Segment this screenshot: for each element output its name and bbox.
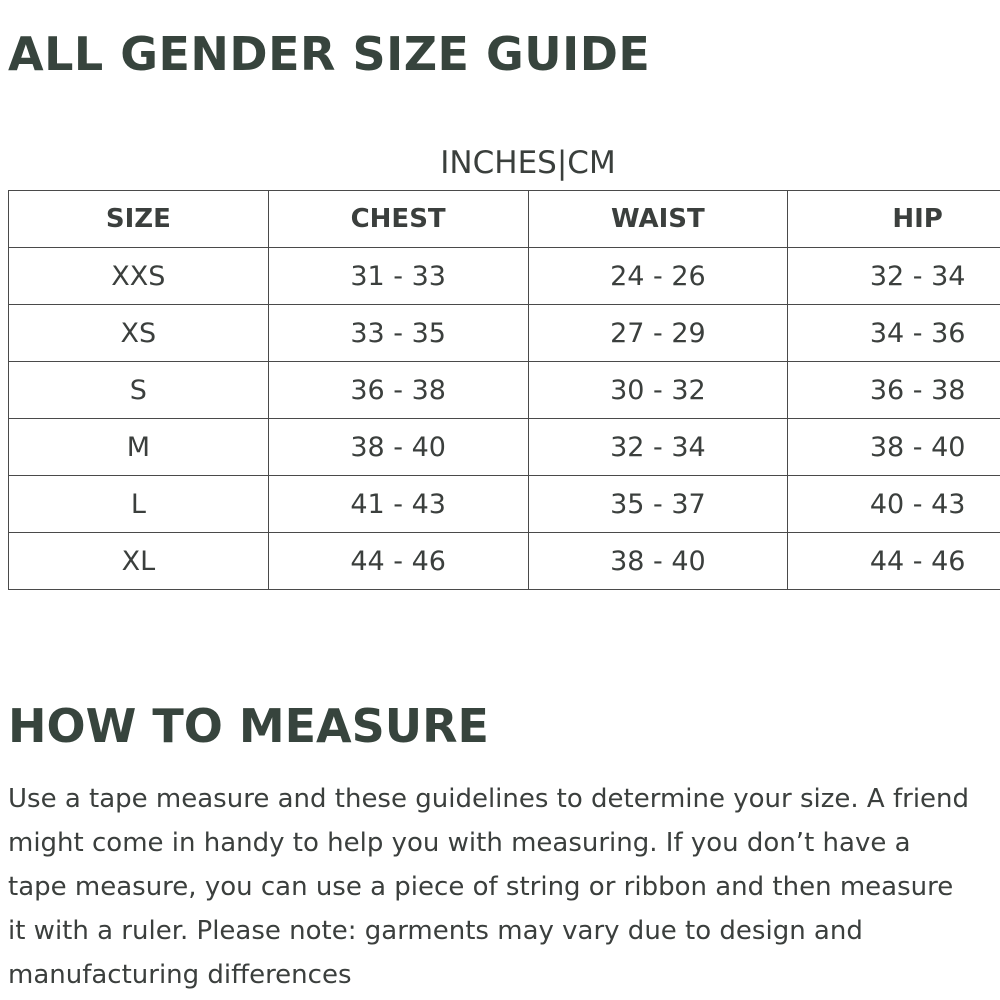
cell-size: L (9, 476, 269, 533)
cell-hip: 34 - 36 (788, 305, 1000, 362)
cell-chest: 36 - 38 (268, 362, 528, 419)
cell-chest: 33 - 35 (268, 305, 528, 362)
cell-waist: 24 - 26 (528, 248, 788, 305)
measure-text-line: it with a ruler. Please note: garments may vary due to design and (8, 916, 863, 946)
header-chest: CHEST (268, 191, 528, 248)
cell-waist: 35 - 37 (528, 476, 788, 533)
cell-size: M (9, 419, 269, 476)
table-row (9, 305, 1000, 362)
cell-waist: 38 - 40 (528, 533, 788, 590)
page-title: ALL GENDER SIZE GUIDE (8, 27, 651, 81)
table-row (9, 248, 1000, 305)
cell-waist: 32 - 34 (528, 419, 788, 476)
cell-size: XS (9, 305, 269, 362)
cell-hip: 40 - 43 (788, 476, 1000, 533)
size-table (8, 190, 1000, 590)
cell-size: XL (9, 533, 269, 590)
cell-waist: 30 - 32 (528, 362, 788, 419)
how-to-measure-text (8, 777, 969, 997)
unit-separator: | (556, 145, 568, 181)
cell-size: S (9, 362, 269, 419)
table-row (9, 533, 1000, 590)
table-row (9, 362, 1000, 419)
measure-text-line: Use a tape measure and these guidelines to determine your size. A friend (8, 784, 970, 814)
cell-chest: 41 - 43 (268, 476, 528, 533)
measure-text-line: manufacturing differences (8, 960, 352, 990)
cell-chest: 38 - 40 (268, 419, 528, 476)
cell-chest: 31 - 33 (268, 248, 528, 305)
cell-hip: 38 - 40 (788, 419, 1000, 476)
header-hip: HIP (788, 191, 1000, 248)
unit-cm-option[interactable]: CM (567, 145, 616, 181)
cell-chest: 44 - 46 (268, 533, 528, 590)
cell-waist: 27 - 29 (528, 305, 788, 362)
cell-hip: 32 - 34 (788, 248, 1000, 305)
measure-text-line: might come in handy to help you with measuring. If you don’t have a (8, 828, 911, 858)
unit-toggle (8, 143, 1000, 183)
header-waist: WAIST (528, 191, 788, 248)
cell-size: XXS (9, 248, 269, 305)
table-header-row (9, 191, 1000, 248)
cell-hip: 36 - 38 (788, 362, 1000, 419)
cell-hip: 44 - 46 (788, 533, 1000, 590)
unit-inches-option[interactable]: INCHES (440, 145, 557, 181)
table-row (9, 419, 1000, 476)
header-size: SIZE (9, 191, 269, 248)
measure-text-line: tape measure, you can use a piece of string or ribbon and then measure (8, 872, 954, 902)
how-to-measure-title: HOW TO MEASURE (8, 699, 489, 753)
table-row (9, 476, 1000, 533)
